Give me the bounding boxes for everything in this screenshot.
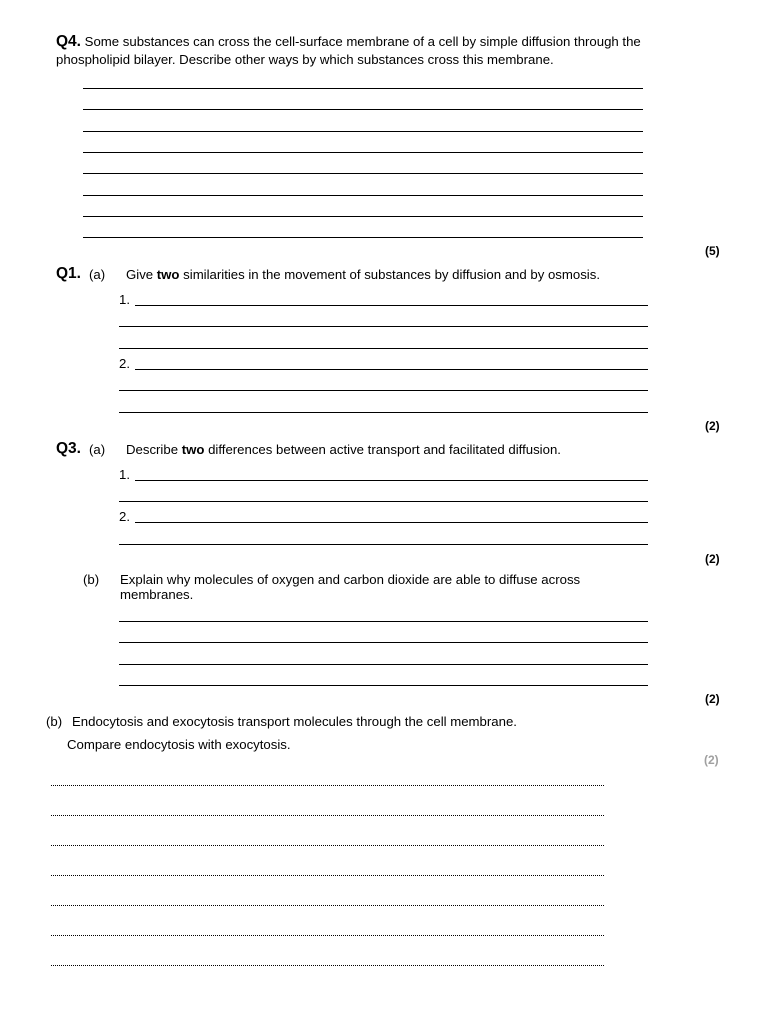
q1-marks: (2): [705, 419, 720, 433]
answer-line[interactable]: [119, 642, 648, 643]
answer-line[interactable]: [119, 621, 648, 622]
endo-text-line1: Endocytosis and exocytosis transport molecules through the cell membrane.: [72, 714, 517, 729]
dotted-answer-line[interactable]: [51, 785, 604, 786]
q4-heading: [56, 34, 641, 49]
answer-line[interactable]: [135, 369, 648, 370]
q3a-marks: (2): [705, 552, 720, 566]
q4-number: Q4.: [56, 33, 81, 50]
answer-line[interactable]: [83, 109, 643, 110]
q3b-text-line2: membranes.: [120, 587, 194, 602]
answer-line[interactable]: [119, 348, 648, 349]
q3a-item1-label: 1.: [119, 467, 130, 482]
answer-line[interactable]: [83, 173, 643, 174]
dotted-answer-line[interactable]: [51, 815, 604, 816]
answer-line[interactable]: [83, 131, 643, 132]
answer-line[interactable]: [83, 195, 643, 196]
dotted-answer-line[interactable]: [51, 965, 604, 966]
q3-number: Q3.: [56, 440, 81, 457]
q4-text-line1: Some substances can cross the cell-surface membrane of a cell by simple diffusion through the: [84, 34, 641, 49]
endo-marks: (2): [704, 753, 719, 767]
answer-line[interactable]: [83, 152, 643, 153]
answer-line[interactable]: [135, 305, 648, 306]
q3a-question-text: Describe two differences between active transport and facilitated diffusion.: [126, 442, 561, 457]
q1-question-text: Give two similarities in the movement of substances by diffusion and by osmosis.: [126, 267, 600, 282]
endo-text-line2: Compare endocytosis with exocytosis.: [67, 737, 291, 752]
answer-line[interactable]: [83, 88, 643, 89]
dotted-answer-line[interactable]: [51, 935, 604, 936]
answer-line[interactable]: [135, 480, 648, 481]
q1-item2-label: 2.: [119, 356, 130, 371]
q3b-part-label: (b): [83, 572, 100, 587]
q4-text-line2: phospholipid bilayer. Describe other ways by which substances cross this membrane.: [56, 52, 554, 67]
dotted-answer-line[interactable]: [51, 845, 604, 846]
answer-line[interactable]: [119, 685, 648, 686]
answer-line[interactable]: [135, 522, 648, 523]
answer-line[interactable]: [119, 326, 648, 327]
q1-item1-label: 1.: [119, 292, 130, 307]
answer-line[interactable]: [119, 390, 648, 391]
answer-line[interactable]: [119, 664, 648, 665]
answer-line[interactable]: [83, 216, 643, 217]
q3b-text-line1: Explain why molecules of oxygen and carbon dioxide are able to diffuse across: [120, 572, 581, 587]
q4-marks: (5): [705, 244, 720, 258]
q3b-marks: (2): [705, 692, 720, 706]
q1-part-label: (a): [89, 267, 106, 282]
q3a-item2-label: 2.: [119, 509, 130, 524]
q1-number: Q1.: [56, 265, 81, 282]
answer-line[interactable]: [119, 544, 648, 545]
dotted-answer-line[interactable]: [51, 875, 604, 876]
answer-line[interactable]: [119, 412, 648, 413]
endo-part-label: (b): [46, 714, 63, 729]
answer-line[interactable]: [119, 501, 648, 502]
q3a-part-label: (a): [89, 442, 106, 457]
answer-line[interactable]: [83, 237, 643, 238]
dotted-answer-line[interactable]: [51, 905, 604, 906]
